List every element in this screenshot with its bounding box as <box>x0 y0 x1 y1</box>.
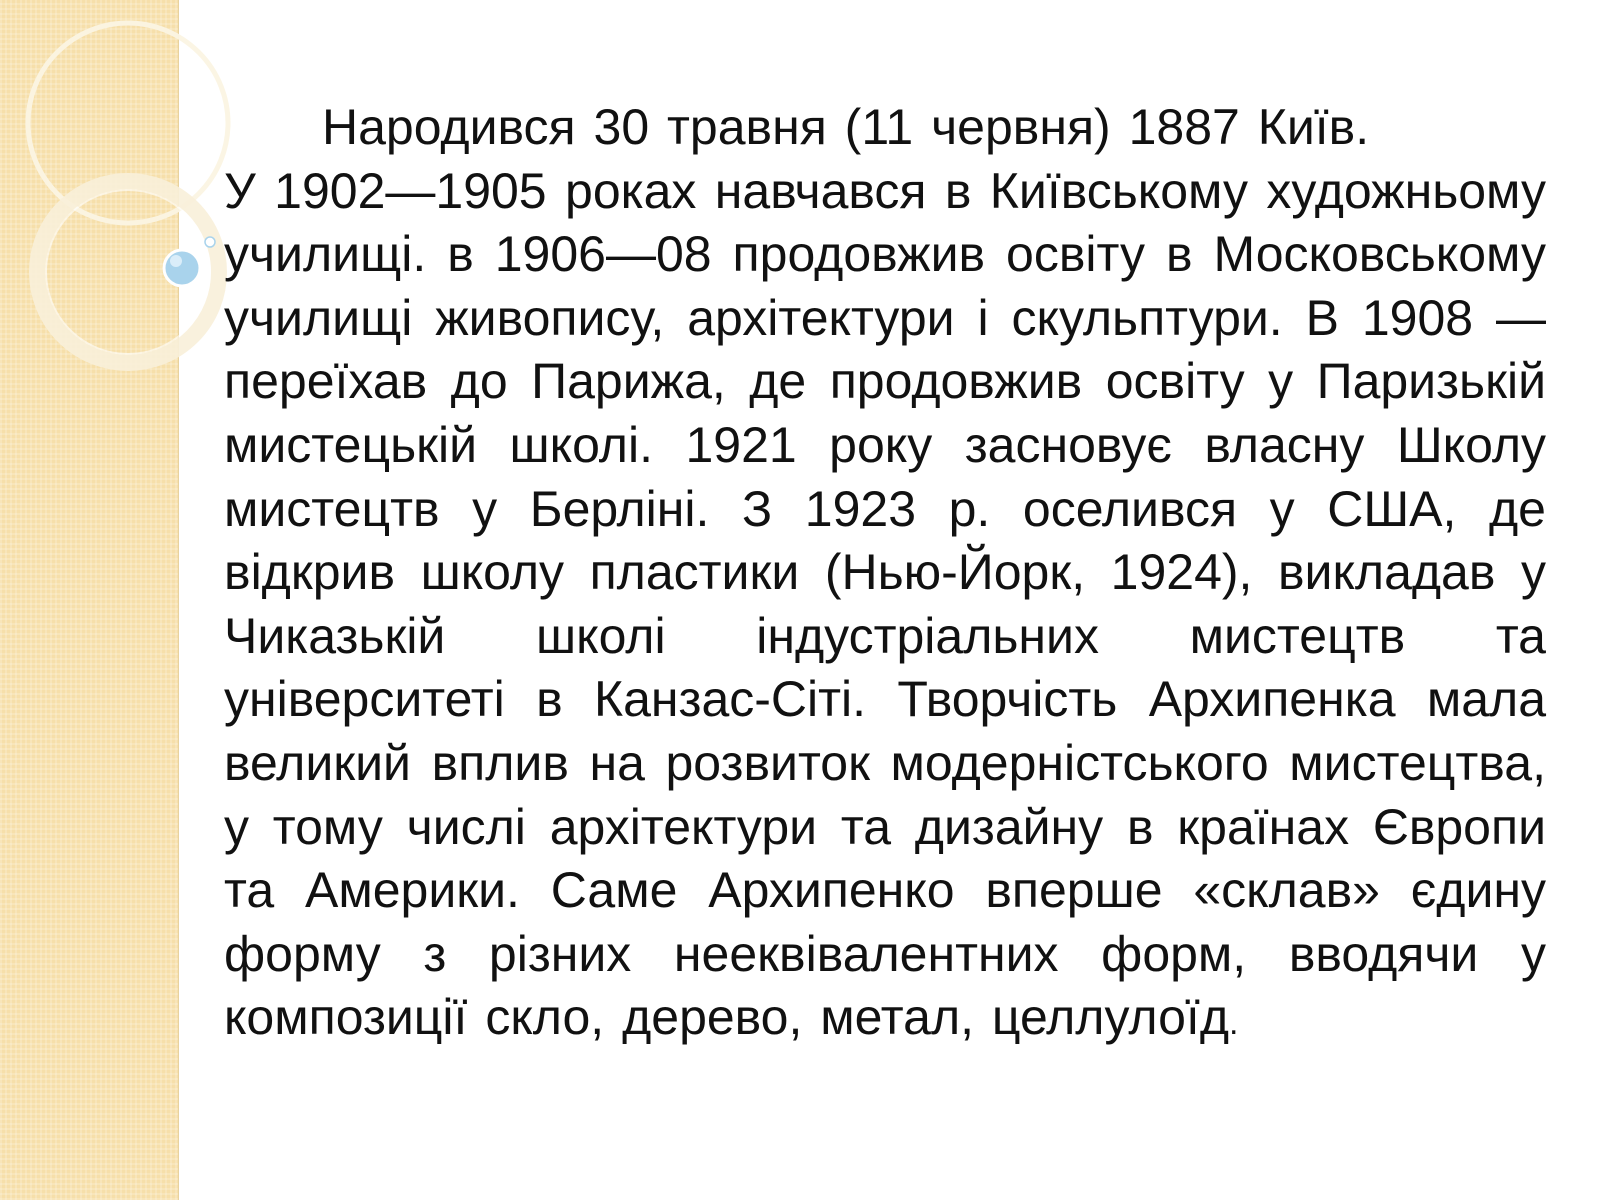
birth-line: Народився 30 травня (11 червня) 1887 Київ. <box>322 99 1370 155</box>
bubble-large <box>164 250 200 286</box>
biography-paragraph: У 1902—1905 роках навчався в Київському художньому училищі. в 1906—08 продовжив освіту в Московському училищі живопису, архітектури і скульптури. В 1908 — переїхав до Парижа, де продовжив освіту у Паризькій мистецькій школі. 1921 року засновує власну Школу мистецтв у Берліні. З 1923 р. оселився у США, де відкрив школу пластики (Нью-Йорк, 1924), викладав у Чиказькій школі індустріальних мистецтв та університеті в Канзас-Сіті. Творчість Архипенка мала великий вплив на розвиток модерністського мистецтва, у тому числі архітектури та дизайну в країнах Європи та Америки. Саме Архипенко вперше «склав» єдину форму з різних нееквівалентних форм, вводячи у композиції скло, дерево, метал, целлулоїд <box>224 162 1546 1046</box>
large-ring <box>28 23 228 223</box>
bubble-small <box>205 237 215 247</box>
bubble-large-highlight <box>170 255 182 267</box>
end-period: . <box>1229 1004 1239 1043</box>
decorative-rings <box>0 0 230 420</box>
slide-body-text <box>224 96 1546 1056</box>
